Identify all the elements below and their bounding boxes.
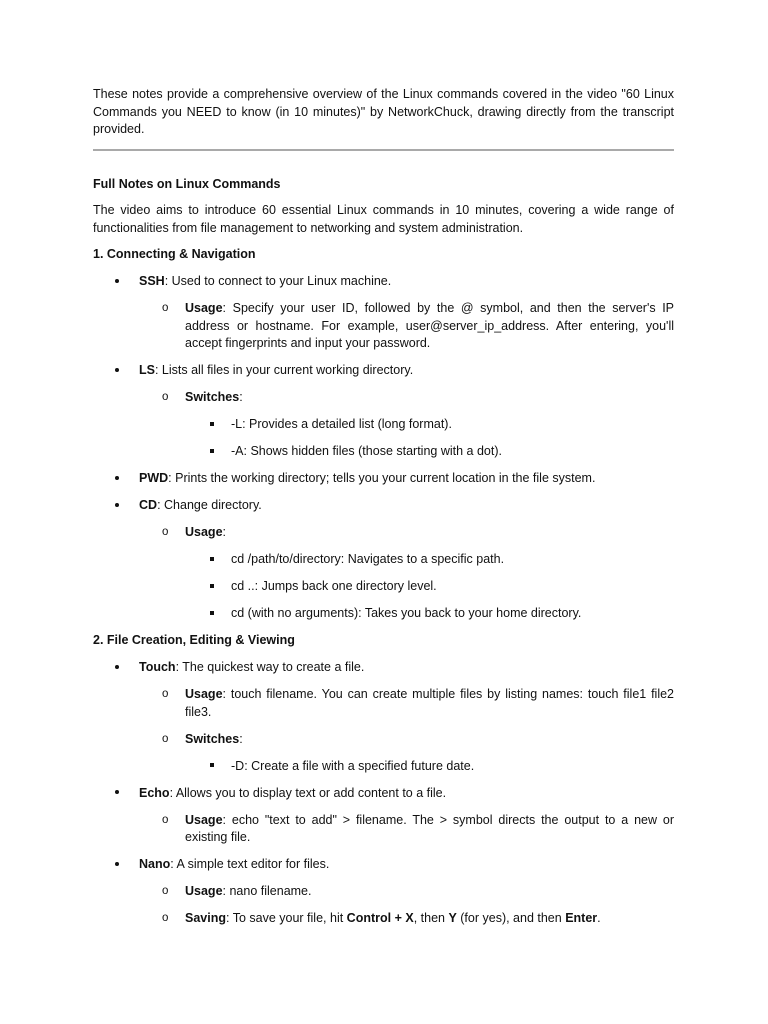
term-pwd: PWD [139, 471, 169, 485]
term-usage: Usage [185, 687, 223, 701]
intro-paragraph: These notes provide a comprehensive overview of the Linux commands covered in the video "60 Linux Commands you NEED to know (in 10 minutes)" by NetworkChuck, drawing directly from the transcript provided. [93, 87, 674, 136]
document-page [93, 86, 674, 937]
desc-ls: : Lists all files in your current working directory. [154, 363, 414, 377]
bullet-circle-icon: o [162, 912, 169, 924]
horizontal-rule [93, 149, 674, 151]
bullet-dot-icon [115, 497, 119, 515]
saving-text: , then [413, 911, 449, 925]
bullet-square-icon [210, 443, 214, 461]
list-item-cd [93, 497, 674, 515]
bullet-square-icon [210, 551, 214, 569]
list-item-echo-usage [93, 812, 674, 847]
bullet-square-icon [210, 416, 214, 434]
main-paragraph: The video aims to introduce 60 essential Linux commands in 10 minutes, covering a wide range of functionalities from file management to networking and system administration. [93, 203, 674, 235]
bullet-circle-icon: o [162, 391, 169, 403]
term-echo: Echo [139, 785, 170, 800]
term-touch: Touch [139, 660, 176, 674]
list-item-cd-up [93, 578, 674, 596]
bullet-circle-icon: o [162, 813, 169, 826]
term-saving: Saving [185, 911, 226, 925]
main-heading: Full Notes on Linux Commands [93, 176, 281, 191]
usage-text: cd /path/to/directory: Navigates to a specific path. [231, 552, 505, 566]
bullet-square-icon [210, 758, 214, 776]
term-usage: Usage [185, 884, 223, 898]
list-item-nano [93, 856, 674, 874]
list-item-touch-usage [93, 686, 674, 721]
list-item-cd-path [93, 551, 674, 569]
bullet-circle-icon: o [162, 526, 169, 538]
switches-colon: : [239, 390, 243, 404]
desc-cd: : Change directory. [157, 498, 262, 512]
bullet-circle-icon: o [162, 885, 169, 897]
term-cd: CD [139, 498, 158, 512]
term-usage: Usage [185, 812, 223, 827]
desc-touch: : The quickest way to create a file. [175, 660, 365, 674]
list-item-touch [93, 659, 674, 677]
key-control-x: Control + X [346, 911, 414, 925]
bullet-square-icon [210, 605, 214, 623]
saving-text: . [597, 911, 601, 925]
usage-text: cd (with no arguments): Takes you back to your home directory. [231, 606, 582, 620]
section-heading-file-creation: 2. File Creation, Editing & Viewing [93, 633, 295, 647]
list-item-touch-switch-d [93, 758, 674, 776]
bullet-dot-icon [115, 659, 119, 677]
usage-text: cd ..: Jumps back one directory level. [231, 579, 437, 593]
saving-text: : To save your file, hit [226, 911, 347, 925]
term-switches: Switches [185, 390, 240, 404]
section-heading-connecting-navigation: 1. Connecting & Navigation [93, 247, 256, 261]
desc-nano-usage: : nano filename. [222, 884, 312, 898]
list-item-ls-switch-a [93, 443, 674, 461]
key-y: Y [448, 911, 457, 925]
term-ls: LS [139, 363, 155, 377]
saving-text: (for yes), and then [456, 911, 566, 925]
bullet-dot-icon [115, 362, 119, 380]
list-item-ls [93, 362, 674, 380]
list-item-nano-usage [93, 883, 674, 901]
list-item-ssh-usage [93, 300, 674, 353]
list-item-ls-switches [93, 389, 674, 407]
switch-text: -D: Create a file with a specified future date. [231, 758, 475, 773]
desc-touch-usage: : touch filename. You can create multiple files by listing names: touch file1 file2 file3. [185, 687, 674, 719]
desc-ssh: : Used to connect to your Linux machine. [164, 274, 392, 288]
desc-echo: : Allows you to display text or add content to a file. [169, 785, 447, 800]
term-switches: Switches [185, 731, 240, 746]
desc-nano: : A simple text editor for files. [170, 857, 330, 871]
desc-echo-usage: : echo "text to add" > filename. The > symbol directs the output to a new or existing file. [185, 812, 674, 844]
list-item-cd-home [93, 605, 674, 623]
term-ssh: SSH [139, 274, 165, 288]
list-item-echo [93, 785, 674, 803]
bullet-square-icon [210, 578, 214, 596]
list-item-ls-switch-l [93, 416, 674, 434]
bullet-circle-icon: o [162, 732, 169, 745]
term-nano: Nano [139, 857, 171, 871]
bullet-dot-icon [115, 785, 119, 803]
desc-ssh-usage: : Specify your user ID, followed by the @ symbol, and then the server's IP address or hostname. For example, user@server_ip_address. After entering, you'll accept fingerprints and input your password. [185, 301, 674, 350]
bullet-dot-icon [115, 470, 119, 488]
key-enter: Enter [565, 911, 598, 925]
switch-text: -L: Provides a detailed list (long format). [231, 417, 452, 431]
list-item-pwd [93, 470, 674, 488]
list-item-cd-usage [93, 524, 674, 542]
bullet-dot-icon [115, 856, 119, 874]
switches-colon: : [239, 731, 243, 746]
bullet-dot-icon [115, 273, 119, 291]
bullet-circle-icon: o [162, 302, 169, 314]
term-usage: Usage [185, 525, 223, 539]
term-usage: Usage [185, 301, 223, 315]
bullet-circle-icon: o [162, 688, 169, 700]
list-item-ssh [93, 273, 674, 291]
list-item-touch-switches [93, 731, 674, 749]
list-item-nano-saving [93, 910, 674, 928]
switch-text: -A: Shows hidden files (those starting with a dot). [231, 444, 502, 458]
usage-colon: : [222, 525, 227, 539]
desc-pwd: : Prints the working directory; tells you your current location in the file system. [168, 471, 596, 485]
